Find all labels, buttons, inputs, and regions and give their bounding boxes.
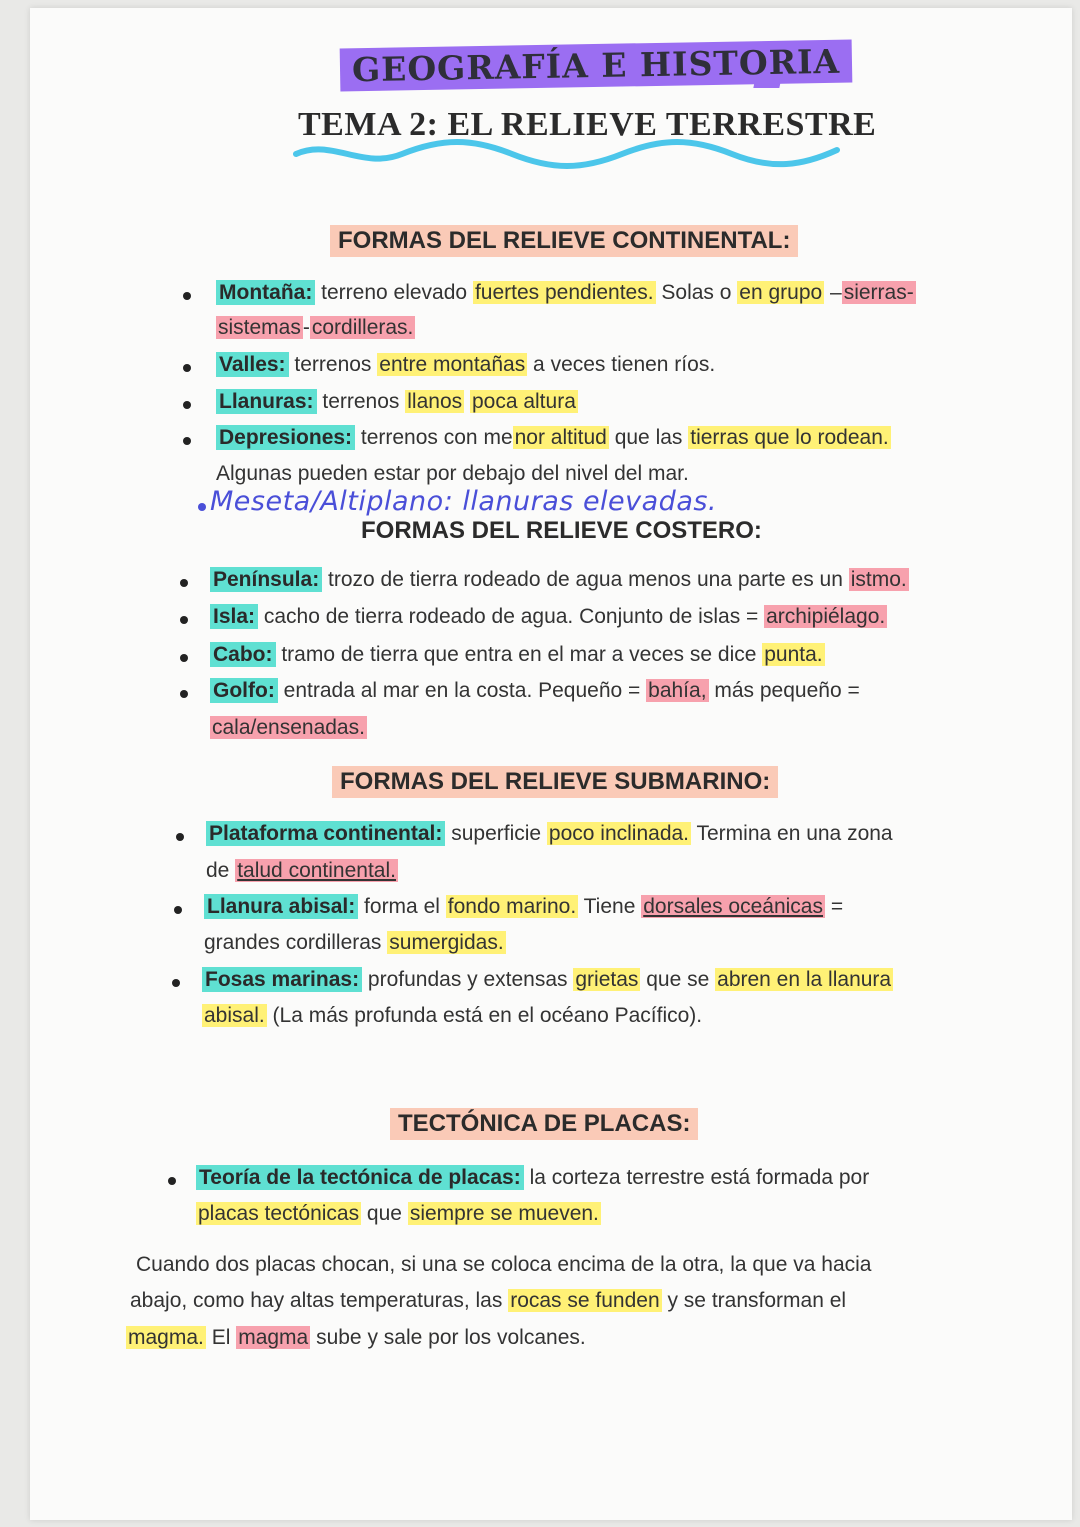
item-montana: Montaña: terreno elevado fuertes pendientes. Solas o en grupo –sierras-: [216, 281, 916, 305]
item-teoria-line2: placas tectónicas que siempre se mueven.: [198, 1202, 599, 1225]
term-valles: Valles:: [216, 352, 289, 377]
section-title-continental: FORMAS DEL RELIEVE CONTINENTAL:: [330, 225, 798, 257]
bullet: [183, 401, 191, 409]
item-llanura-line2: grandes cordilleras sumergidas.: [204, 931, 504, 954]
bullet: [183, 292, 191, 300]
term-plataforma: Plataforma continental:: [206, 821, 445, 846]
bullet: [180, 654, 188, 662]
item-golfo: Golfo: entrada al mar en la costa. Pequeño = bahía, más pequeño =: [210, 679, 860, 703]
term-golfo: Golfo:: [210, 678, 278, 703]
item-depresiones-line2: Algunas pueden estar por debajo del nivel del mar.: [216, 462, 689, 485]
paragraph-line-1: Cuando dos placas chocan, si una se coloca encima de la otra, la que va hacia: [136, 1253, 872, 1276]
term-cabo: Cabo:: [210, 642, 276, 667]
item-plataforma-line2: de talud continental.: [206, 859, 396, 882]
term-montana: Montaña:: [216, 280, 315, 305]
item-depresiones: Depresiones: terrenos con menor altitud que las tierras que lo rodean.: [216, 426, 891, 450]
item-fosas-line2: abisal. (La más profunda está en el océano Pacífico).: [204, 1004, 703, 1027]
bullet: [180, 616, 188, 624]
item-golfo-line2: cala/ensenadas.: [212, 716, 365, 739]
item-fosas: Fosas marinas: profundas y extensas grietas que se abren en la llanura: [202, 968, 893, 992]
item-isla: Isla: cacho de tierra rodeado de agua. Conjunto de islas = archipiélago.: [210, 605, 887, 629]
term-fosas: Fosas marinas:: [202, 967, 362, 992]
term-llanura-abisal: Llanura abisal:: [204, 894, 358, 919]
bullet: [176, 833, 184, 841]
item-llanuras: Llanuras: terrenos llanos poca altura: [216, 390, 578, 414]
wavy-underline: [292, 136, 842, 172]
item-valles: Valles: terrenos entre montañas a veces tienen ríos.: [216, 353, 715, 377]
bullet: [180, 690, 188, 698]
bullet: [183, 437, 191, 445]
paragraph-line-2: abajo, como hay altas temperaturas, las rocas se funden y se transforman el: [130, 1289, 847, 1312]
section-title-tectonica: TECTÓNICA DE PLACAS:: [390, 1108, 698, 1140]
item-montana-line2: sistemas-cordilleras.: [218, 316, 414, 339]
item-llanura-abisal: Llanura abisal: forma el fondo marino. Tiene dorsales oceánicas =: [204, 895, 843, 919]
handwritten-bullet: [198, 503, 206, 511]
bullet: [172, 979, 180, 987]
term-teoria: Teoría de la tectónica de placas:: [196, 1165, 524, 1190]
subject-title: GEOGRAFÍA E HISTORIA: [340, 40, 853, 92]
handwritten-note-meseta: Meseta/Altiplano: llanuras elevadas.: [210, 486, 718, 517]
section-title-costero: FORMAS DEL RELIEVE COSTERO:: [361, 517, 762, 544]
term-depresiones: Depresiones:: [216, 425, 355, 450]
bullet: [180, 579, 188, 587]
paragraph-line-3: magma. El magma sube y sale por los volcanes.: [128, 1326, 586, 1349]
bullet: [183, 364, 191, 372]
item-cabo: Cabo: tramo de tierra que entra en el mar a veces se dice punta.: [210, 643, 825, 667]
term-isla: Isla:: [210, 604, 258, 629]
term-llanuras: Llanuras:: [216, 389, 317, 414]
section-title-submarino: FORMAS DEL RELIEVE SUBMARINO:: [332, 766, 778, 798]
topic-title: TEMA 2: EL RELIEVE TERRESTRE: [298, 106, 877, 143]
item-plataforma: Plataforma continental: superficie poco inclinada. Termina en una zona: [206, 822, 893, 846]
term-peninsula: Península:: [210, 567, 322, 592]
item-teoria: Teoría de la tectónica de placas: la corteza terrestre está formada por: [196, 1166, 869, 1190]
bullet: [168, 1177, 176, 1185]
bullet: [174, 906, 182, 914]
item-peninsula: Península: trozo de tierra rodeado de agua menos una parte es un istmo.: [210, 568, 909, 592]
